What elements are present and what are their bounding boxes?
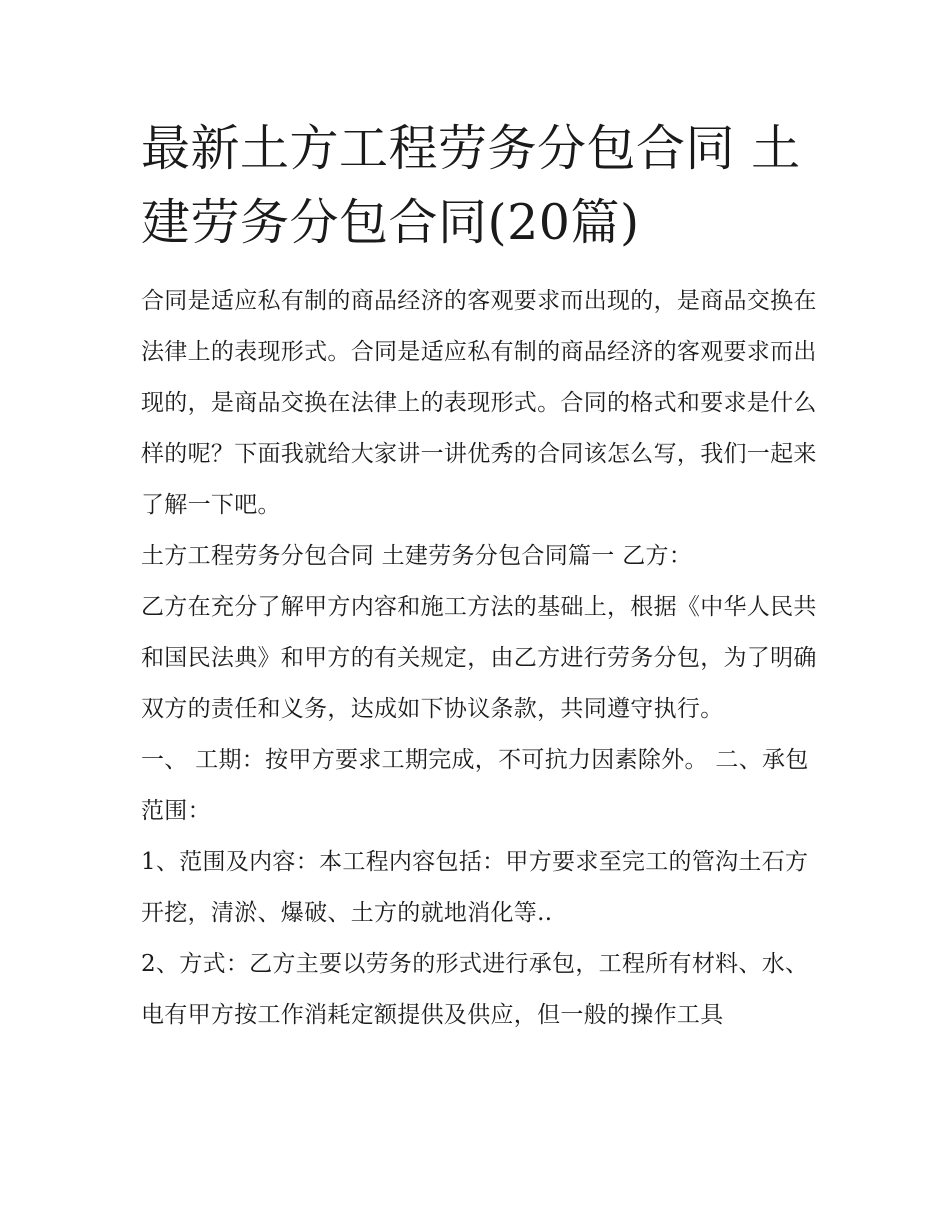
intro-paragraph: 合同是适应私有制的商品经济的客观要求而出现的，是商品交换在法律上的表现形式。合同是适应私有制的商品经济的客观要求而出现的，是商品交换在法律上的表现形式。合同的格式和要求是什么样的呢？下面我就给大家讲一讲优秀的合同该怎么写，我们一起来了解一下吧。 xyxy=(141,288,817,518)
clause-paragraph: 一、 工期：按甲方要求工期完成，不可抗力因素除外。 二、承包范围： xyxy=(141,747,809,824)
document-body xyxy=(141,276,821,1041)
agreement-paragraph: 乙方在充分了解甲方内容和施工方法的基础上，根据《中华人民共和国民法典》和甲方的有关规定，由乙方进行劳务分包，为了明确双方的责任和义务，达成如下协议条款，共同遵守执行。 xyxy=(141,594,817,722)
clause-paragraph: 1、范围及内容：本工程内容包括：甲方要求至完工的管沟土石方开挖，清淤、爆破、土方的就地消化等.. xyxy=(141,849,809,926)
clause-paragraph: 2、方式：乙方主要以劳务的形式进行承包，工程所有材料、水、电有甲方按工作消耗定额提供及供应，但一般的操作工具 xyxy=(141,951,809,1028)
section-heading: 土方工程劳务分包合同 土建劳务分包合同篇一 乙方： xyxy=(141,543,693,569)
document-title: 最新土方工程劳务分包合同 土建劳务分包合同(20篇) xyxy=(141,120,801,251)
